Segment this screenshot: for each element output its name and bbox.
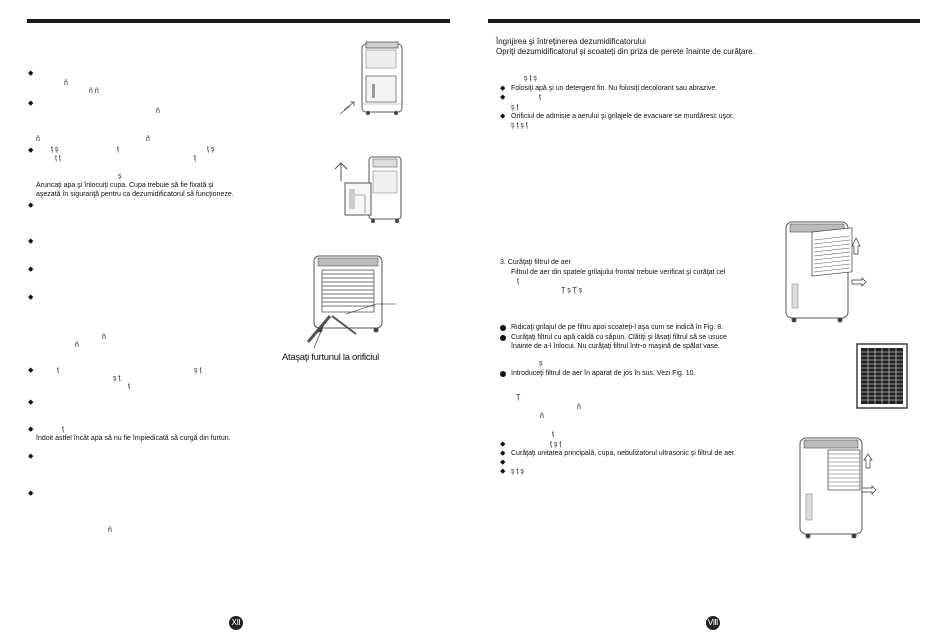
text-fragment: ţ	[552, 431, 554, 438]
text-fragment: ñ	[540, 413, 544, 420]
bullet-diamond: ◆	[500, 450, 506, 457]
section-title: Îngrijirea şi întreţinerea dezumidificatorului	[496, 37, 646, 46]
filter-insertion-illustration	[790, 432, 880, 544]
filter-step-1: Ridicaţi grilajul de pe filtru apoi scoateţi-l aşa cum se indică în Fig. 8.	[511, 324, 724, 331]
hose-instruction: îndoit astfel încât apa să nu fie împiedicată să curgă din furtun.	[36, 435, 231, 442]
text-fragment: ş ţ	[511, 104, 519, 111]
text-fragment: ş ţ	[194, 367, 202, 374]
bullet-diamond: ◆	[28, 367, 34, 374]
section-subtitle: Opriţi dezumidificatorul şi scoateţi din priza de perete înainte de curăţare.	[496, 47, 755, 56]
figure-caption-hose: Ataşaţi furtunul la orificiul	[282, 352, 379, 363]
bullet-diamond: ◆	[28, 399, 34, 406]
hose-attachment-illustration	[296, 254, 404, 350]
cup-removal-illustration	[325, 155, 405, 227]
front-grille-illustration	[774, 218, 870, 328]
bullet-diamond: ◆	[500, 113, 506, 120]
bullet-diamond: ◆	[28, 266, 34, 273]
text-fragment: ş ţ ş	[511, 468, 524, 475]
bullet-dot	[500, 325, 506, 331]
text-fragment: Ţ ş Ţ ş	[561, 287, 583, 294]
bullet-diamond: ◆	[28, 70, 34, 77]
bullet-diamond: ◆	[28, 100, 34, 107]
filter-step-3: Introduceţi filtrul de aer în aparat de jos în sus. Vezi Fig. 10.	[511, 370, 696, 377]
cup-instruction-line-2: aşezată în siguranţă pentru ca dezumidificatorul să funcţioneze.	[36, 191, 234, 198]
filter-step-2: Curăţaţi filtrul cu apă caldă cu săpun. Clătiţi şi lăsaţi filtrul să se usuce	[511, 334, 727, 341]
text-fragment: ţ	[117, 146, 119, 153]
bullet-diamond: ◆	[28, 147, 34, 154]
bullet-dot	[500, 371, 506, 377]
dehumidifier-cup-illustration	[338, 40, 410, 120]
text-fragment: ş ţ	[113, 375, 121, 382]
text-fragment: ş ţ ş ţ	[511, 122, 528, 129]
filter-step-2-cont: înainte de a-l înlocui. Nu curăţaţi filtrul într-o maşină de spălat vase.	[511, 343, 720, 350]
text-fragment: ţ	[517, 278, 519, 285]
text-fragment: Ţ	[516, 394, 521, 401]
bullet-diamond: ◆	[500, 94, 506, 101]
page-number-right: Ⅷ	[706, 616, 720, 630]
text-fragment: ţ ş ţ	[550, 441, 562, 448]
text-fragment: ñ	[75, 342, 79, 349]
text-fragment: ñ	[577, 404, 581, 411]
cleaning-item-1: Folosiţi apă şi un detergent fin. Nu folosiţi decolorant sau abrazive.	[511, 85, 718, 92]
text-fragment: ñ	[156, 108, 160, 115]
bullet-diamond: ◆	[28, 490, 34, 497]
bullet-diamond: ◆	[28, 426, 34, 433]
text-fragment: ñ ñ	[89, 88, 99, 95]
bullet-diamond: ◆	[500, 468, 506, 475]
cleaning-item-3: Orificiul de admisie a aerului şi grilajele de evacuare se murdăresc uşor,	[511, 113, 734, 120]
bullet-diamond: ◆	[28, 238, 34, 245]
bullet-diamond: ◆	[500, 459, 506, 466]
text-fragment: ş	[539, 360, 543, 367]
section3-title: 3. Curăţaţi filtrul de aer	[500, 259, 571, 266]
left-header-rule	[27, 19, 450, 23]
text-fragment: ţ	[57, 367, 59, 374]
text-fragment: ţ	[539, 94, 541, 101]
text-fragment: ţ	[128, 383, 130, 390]
air-filter-illustration	[855, 342, 911, 412]
cup-instruction-line-1: Aruncaţi apa şi înlocuiţi cupa. Cupa trebuie să fie fixată şi	[36, 182, 214, 189]
cleaning-step-main-unit: Curăţaţi unitatea principală, cupa, nebulizatorul ultrasonic şi filtrul de aer.	[511, 450, 736, 457]
bullet-diamond: ◆	[500, 85, 506, 92]
text-fragment: ţ ş	[51, 146, 59, 153]
page-number-left: Ⅻ	[229, 616, 243, 630]
text-fragment: ţ ţ	[55, 155, 61, 162]
text-fragment: ş ţ ş	[524, 75, 537, 82]
bullet-diamond: ◆	[500, 441, 506, 448]
text-fragment: ţ ş	[207, 146, 215, 153]
right-header-rule	[488, 19, 920, 23]
text-fragment: ñ	[102, 334, 106, 341]
section3-line-1: Filtrul de aer din spatele grilajului frontal trebuie verificat şi curăţat cel	[511, 269, 726, 276]
bullet-dot	[500, 335, 506, 341]
text-fragment: ñ	[108, 527, 112, 534]
text-fragment: ñ	[146, 136, 150, 143]
bullet-diamond: ◆	[28, 453, 34, 460]
text-fragment: ş	[118, 173, 122, 180]
bullet-diamond: ◆	[28, 202, 34, 209]
text-fragment: ţ	[194, 155, 196, 162]
text-fragment: ţ	[62, 426, 64, 433]
bullet-diamond: ◆	[28, 294, 34, 301]
text-fragment: ñ	[36, 136, 40, 143]
text-fragment: ñ	[64, 80, 68, 87]
